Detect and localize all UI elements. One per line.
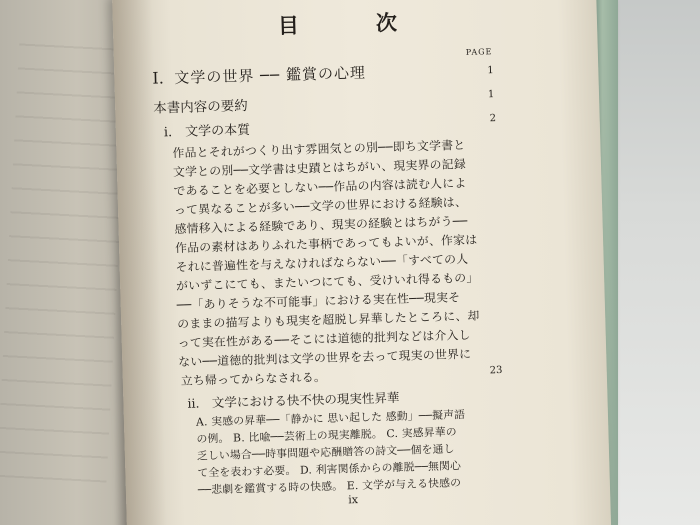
chapter-title: 文学の世界 ── 鑑賞の心理: [174, 63, 367, 88]
summary-line: 文学との別──文学書は史蹟とはちがい、現実界の記録: [172, 156, 467, 180]
page-column-label: PAGE: [465, 47, 493, 57]
summary-line: って実在性がある──そこには道徳的批判などは介入し: [177, 327, 471, 351]
summary-line: 感情移入による経験であり、現実の経験とはちがう──: [174, 213, 468, 237]
chapter-number: I.: [152, 68, 165, 88]
subsection-1-page-number: 2: [489, 113, 497, 125]
summary-line: のままの描写よりも現実を超脱し昇華したところに、却: [177, 308, 480, 332]
section-title: 本書内容の要約: [153, 98, 248, 117]
table-surface: [618, 0, 700, 525]
summary-line: がいずこにても、またいつにても、受けいれ得るもの」: [176, 270, 479, 294]
summary-line: であることを必要としない──作品の内容は読む人によ: [173, 175, 467, 199]
summary-line: 作品の素材はありふれた事柄であってもよいが、作家は: [174, 232, 478, 256]
book-page: [112, 0, 611, 525]
summary-line: って異なることが多い──文学の世界における経験は、: [173, 194, 468, 218]
summary-line: 作品とそれがつくり出す雰囲気との別──即ち文学書と: [172, 137, 466, 161]
section-page-number: 1: [487, 89, 495, 101]
page-folio: ix: [348, 493, 359, 507]
subsection-1-title: i. 文学の本質: [163, 122, 251, 141]
page-title: 目 次: [277, 9, 426, 39]
summary-line-2: の例。 B. 比喩──芸術上の現実離脱。 C. 実感昇華の: [196, 425, 457, 446]
summary-line: 立ち帰ってからなされる。: [180, 369, 327, 388]
summary-line-2: ──悲劇を鑑賞する時の快感。 E. 文学が与える快感の: [197, 476, 462, 497]
summary-line-2: A. 実感の昇華──「静かに 思い起した 感動」──擬声語: [195, 408, 466, 429]
faded-text-bleed: [0, 37, 129, 482]
subsection-2-page-number: 23: [489, 365, 503, 377]
summary-line: ない──道徳的批判は文学の世界を去って現実の世界に: [178, 346, 472, 370]
chapter-page-number: 1: [487, 65, 494, 77]
summary-line: それに普遍性を与えなければならない──「すべての人: [175, 251, 469, 275]
subsection-2-title: ii. 文学における快不快の現実性昇華: [187, 389, 400, 411]
summary-line: ──「ありそうな不可能事」における実在性──現実そ: [176, 290, 461, 313]
summary-line-2: て全を表わす必要。 D. 利害関係からの離脱──無関心: [197, 459, 462, 480]
summary-line-2: 乏しい場合──時事問題や応酬贈答の詩文──個を通し: [196, 442, 455, 463]
